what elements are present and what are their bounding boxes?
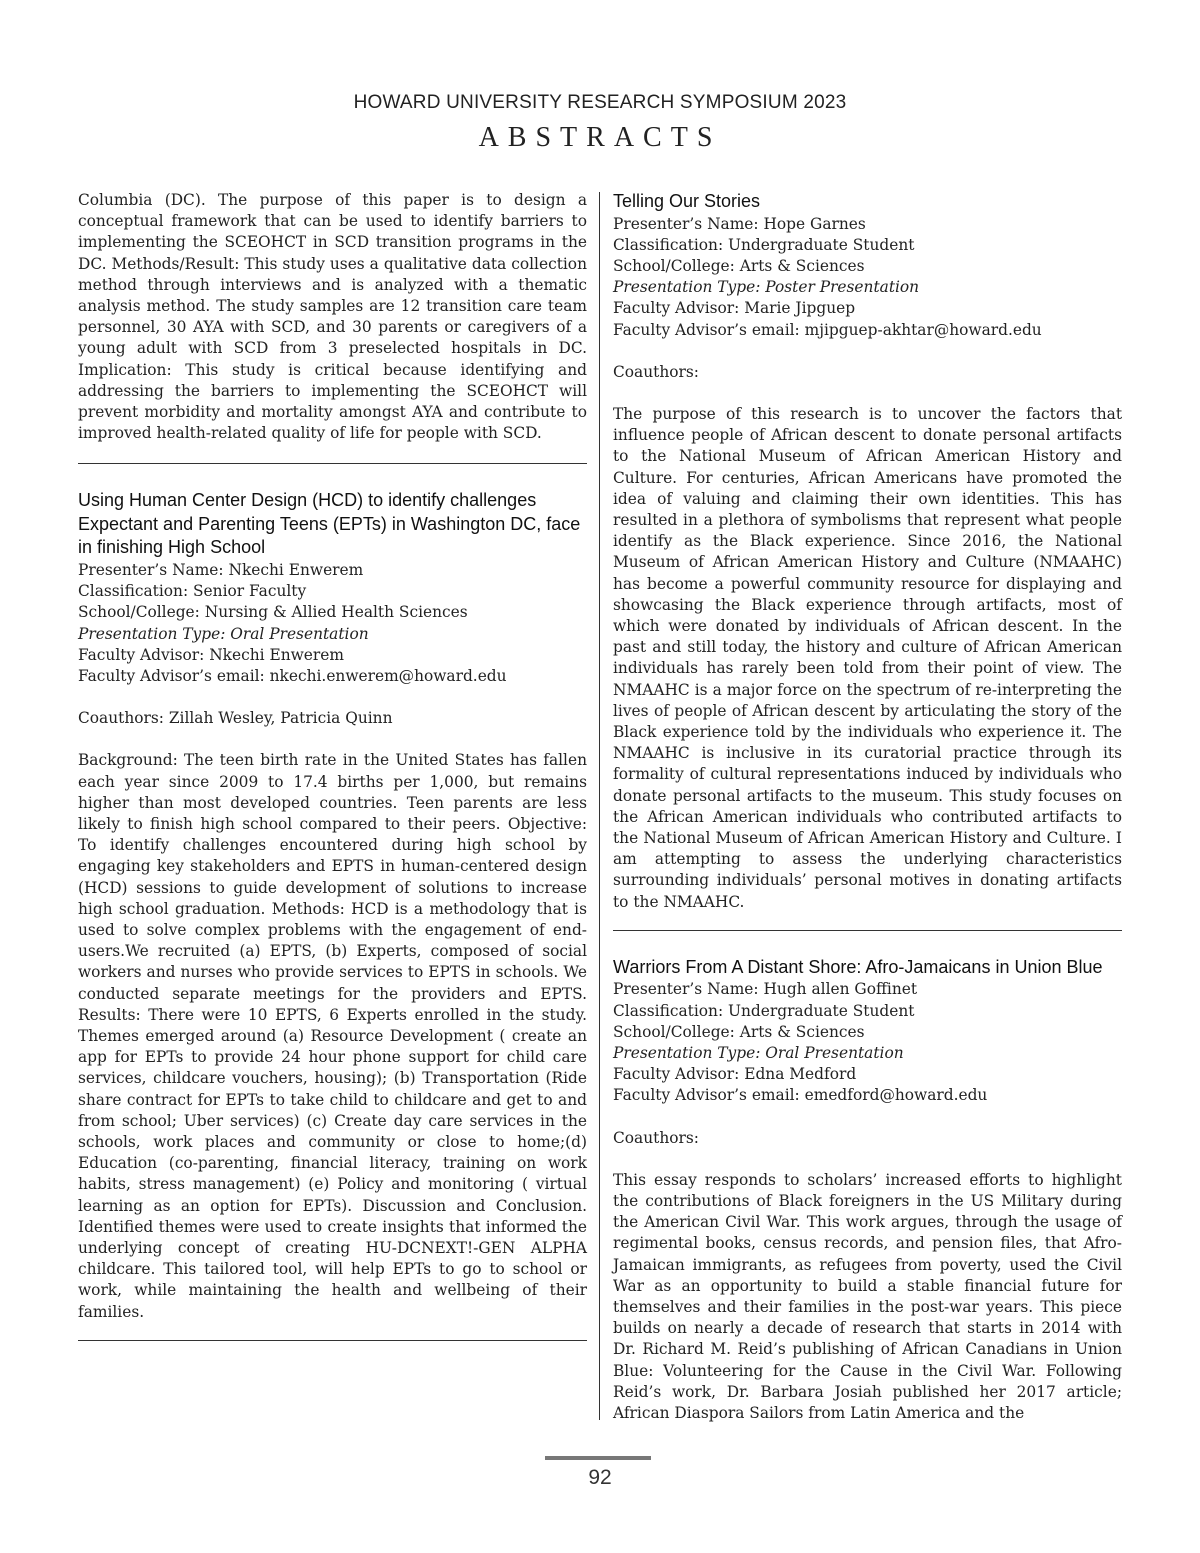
presenter-name: Presenter’s Name: Nkechi Enwerem — [78, 560, 364, 579]
continued-abstract-text: Columbia (DC). The purpose of this paper is to design a conceptual framework that can be used to identify barriers to implementing the SCEOHCT in SCD transition programs in the DC. Methods/Result: This study uses a qualitative data collection method through interviews and is analyzed with a thematic analysis method. The study samples are 12 transition care team personnel, 30 AYA with SCD, and 30 parents or caregivers of a young adult with SCD from 3 preselected hospitals in DC. Implication: This study is critical because identifying and addressing the barriers to implementing the SCEOHCT will prevent morbidity and mortality amongst AYA and contribute to improved health-related quality of life for people with SCD. — [78, 191, 587, 443]
page-number-bar — [545, 1456, 651, 1460]
abstract-divider — [78, 1340, 587, 1341]
abstract-warriors — [613, 956, 1122, 1424]
faculty-advisor-email: Faculty Advisor’s email: emedford@howard.edu — [613, 1086, 988, 1105]
school-college: School/College: Nursing & Allied Health Sciences — [78, 603, 468, 622]
classification: Classification: Undergraduate Student — [613, 1001, 915, 1020]
abstract-hcd — [78, 489, 587, 1322]
page-number: 92 — [588, 1466, 612, 1489]
abstract-meta — [78, 560, 587, 687]
abstract-body: This essay responds to scholars’ increased efforts to highlight the contributions of Black foreigners in the US Military during the American Civil War. This work argues, through the usage of regimental books, census records, and pension files, that Afro-Jamaican immigrants, as refugees from poverty, used the Civil War as an opportunity to build a stable financial future for themselves and their families in the post-war years. This piece builds on nearly a decade of research that starts in 2014 with Dr. Richard M. Reid’s publishing of African Canadians in Union Blue: Volunteering for the Cause in the Civil War. Following Reid’s work, Dr. Barbara Josiah published her 2017 article; African Diaspora Sailors from Latin America and the — [613, 1170, 1122, 1422]
faculty-advisor: Faculty Advisor: Edna Medford — [613, 1065, 857, 1084]
classification: Classification: Senior Faculty — [78, 582, 307, 601]
presentation-type: Presentation Type: Oral Presentation — [613, 1043, 904, 1062]
column-divider — [599, 192, 600, 1420]
abstract-meta — [613, 979, 1122, 1106]
abstract-meta — [613, 214, 1122, 341]
symposium-title: HOWARD UNIVERSITY RESEARCH SYMPOSIUM 2023 — [353, 92, 847, 113]
school-college: School/College: Arts & Sciences — [613, 1022, 865, 1041]
classification: Classification: Undergraduate Student — [613, 235, 915, 254]
page-header — [0, 92, 1200, 154]
presenter-name: Presenter’s Name: Hugh allen Goffinet — [613, 980, 918, 999]
right-column — [613, 190, 1122, 1424]
coauthors: Coauthors: — [613, 1128, 699, 1147]
school-college: School/College: Arts & Sciences — [613, 256, 865, 275]
faculty-advisor: Faculty Advisor: Marie Jipguep — [613, 299, 856, 318]
abstract-body: The purpose of this research is to uncover the factors that influence people of African descent to donate personal artifacts to the National Museum of African American History and Culture. For centuries, African Americans have promoted the idea of valuing and claiming their own identities. This has resulted in a plethora of symbolisms that represent what people identify as the Black experience. Since 2016, the National Museum of African American History and Culture (NMAAHC) has become a powerful community resource for displaying and showcasing the Black experience through artifacts, most of which were donated by individuals of African descent. In the past and still today, the history and culture of African American individuals has rarely been told from their point of view. The NMAAHC is a major force on the spectrum of re-interpreting the lives of people of African descent by articulating the story of the Black experience told by the individuals who experience it. The NMAAHC is inclusive in its curatorial practice through its formality of cultural representations induced by individuals who donate personal artifacts to the museum. This study focuses on the African American individuals who contributed artifacts to the National Museum of African American History and Culture. I am attempting to assess the underlying characteristics surrounding individuals’ personal motives in donating artifacts to the NMAAHC. — [613, 404, 1122, 911]
presenter-name: Presenter’s Name: Hope Garnes — [613, 214, 866, 233]
abstract-title: Using Human Center Design (HCD) to identify challenges Expectant and Parenting Teens (EPTs) in Washington DC, face in finishing High School — [78, 490, 581, 558]
abstract-title: Warriors From A Distant Shore: Afro-Jamaicans in Union Blue — [613, 956, 1103, 977]
faculty-advisor-email: Faculty Advisor’s email: mjipguep-akhtar@howard.edu — [613, 320, 1042, 339]
left-column — [78, 190, 587, 1341]
faculty-advisor-email: Faculty Advisor’s email: nkechi.enwerem@howard.edu — [78, 666, 507, 685]
abstract-telling-our-stories — [613, 190, 1122, 913]
coauthors: Coauthors: Zillah Wesley, Patricia Quinn — [78, 709, 393, 728]
faculty-advisor: Faculty Advisor: Nkechi Enwerem — [78, 645, 344, 664]
abstract-title: Telling Our Stories — [613, 191, 761, 211]
abstract-body: Background: The teen birth rate in the United States has fallen each year since 2009 to 17.4 births per 1,000, but remains higher than most developed countries. Teen parents are less likely to finish high school compared to their peers. Objective: To identify challenges encountered during high school by engaging key stakeholders and EPTS in human-centered design (HCD) sessions to guide development of solutions to increase high school graduation. Methods: HCD is a methodology that is used to solve complex problems with the engagement of end-users.We recruited (a) EPTS, (b) Experts, composed of social workers and nurses who provide services to EPTS in schools. We conducted separate meetings for the providers and EPTS. Results: There were 10 EPTS, 6 Experts enrolled in the study. Themes emerged around (a) Resource Development ( create an app for EPTs to provide 24 hour phone support for child care services, childcare vouchers, housing); (b) Transportation (Ride share contract for EPTs to take child to childcare and get to and from school; Uber services) (c) Create day care services in the schools, work places and community or close to home;(d) Education (co-parenting, financial literacy, training on work habits, stress management) (e) Policy and monitoring ( virtual learning as an option for EPTs). Discussion and Conclusion. Identified themes were used to create insights that informed the underlying concept of creating HU-DCNEXT!-GEN ALPHA childcare. This tailored tool, will help EPTs to go to school or work, while maintaining the health and wellbeing of their families. — [78, 751, 587, 1321]
presentation-type: Presentation Type: Oral Presentation — [78, 624, 369, 643]
section-title: ABSTRACTS — [478, 122, 722, 153]
presentation-type: Presentation Type: Poster Presentation — [613, 278, 920, 297]
coauthors: Coauthors: — [613, 362, 699, 381]
